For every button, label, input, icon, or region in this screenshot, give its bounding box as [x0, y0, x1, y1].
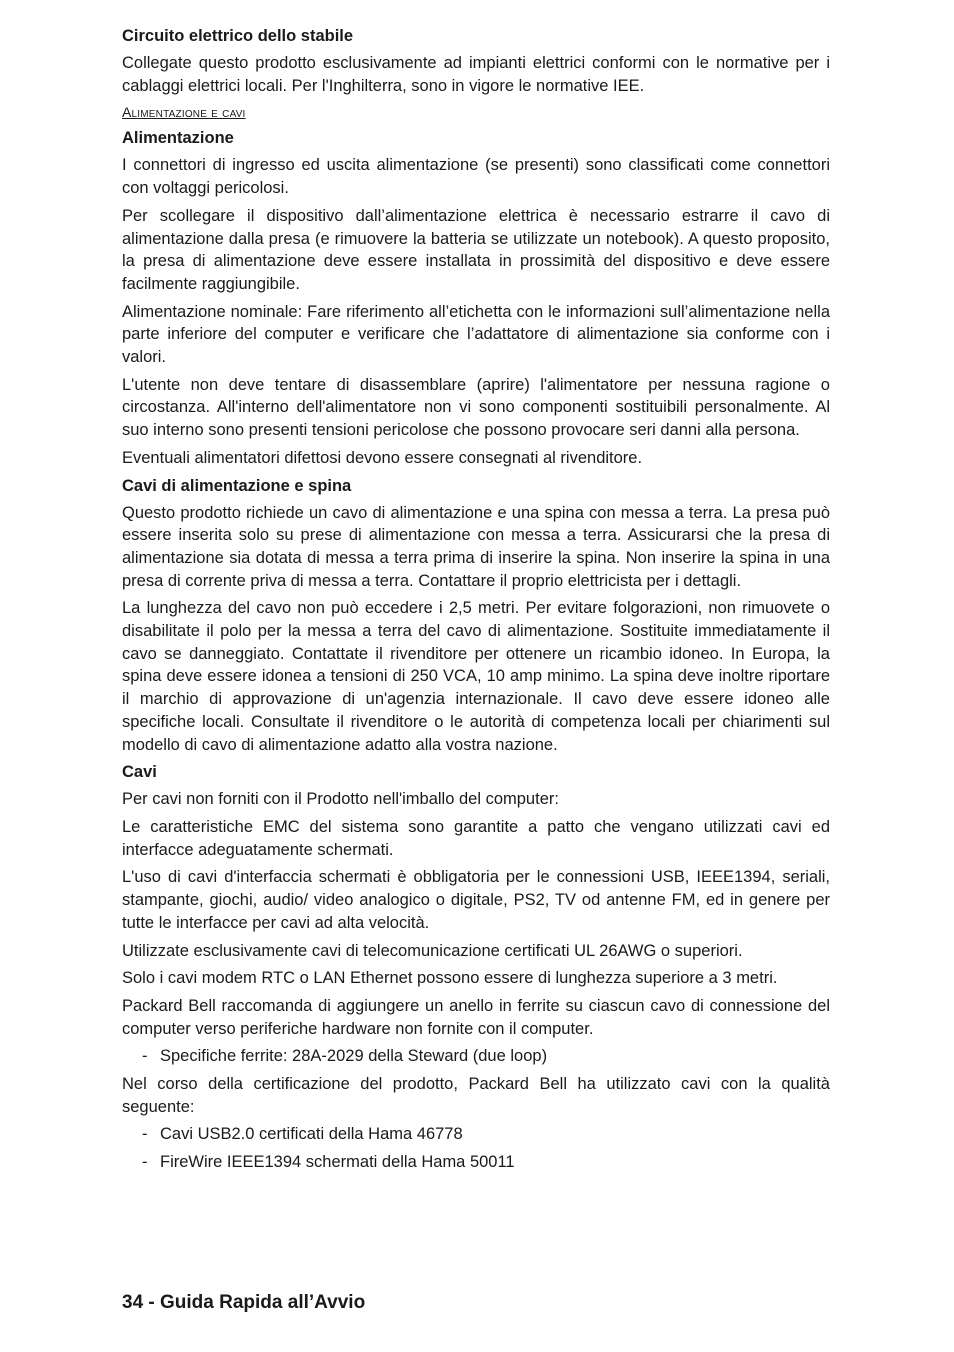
- power-heading: Alimentazione: [122, 129, 234, 148]
- power-paragraph-5: Eventuali alimentatori difettosi devono essere consegnati al rivenditore.: [122, 448, 643, 467]
- document-page: [122, 25, 830, 1179]
- cables-paragraph-5: Solo i cavi modem RTC o LAN Ethernet possono essere di lunghezza superiore a 3 metri.: [122, 969, 778, 988]
- cords-paragraph-2: La lunghezza del cavo non può eccedere i 2,5 metri. Per evitare folgorazioni, non rimuovete o disabilitate il polo per la messa a terra del cavo di alimentazione. Sostituite immediatamente il cavo se danneggiato. Contattate il rivenditore per ottenere un ricambio idoneo. In Europa, la spina deve essere idonea a tensioni di 250 VCA, 10 amp minimo. La spina deve inoltre riportare il marchio di approvazione di un'agenzia internazionale. Il cavo deve essere idoneo alle specifiche locali. Consultate il rivenditore o le autorità di competenza locali per chiarimenti sul modello di cavo di alimentazione adatto alla vostra nazione.: [122, 599, 830, 754]
- power-paragraph-3: Alimentazione nominale: Fare riferimento all’etichetta con le informazioni sull’alimentazione nella parte inferiore del computer e verificare che l’adattatore di alimentazione sia conforme con i valori.: [122, 302, 830, 367]
- cords-paragraph-1: Questo prodotto richiede un cavo di alimentazione e una spina con messa a terra. La presa può essere inserita solo su prese di alimentazione con messa a terra. Assicurarsi che la presa di alimentazione sia dotata di messa a terra prima di inserire la spina. Non inserire la spina in una presa di corrente priva di messa a terra. Contattare il proprio elettricista per i dettagli.: [122, 503, 830, 590]
- circuit-paragraph: Collegate questo prodotto esclusivamente ad impianti elettrici conformi con le normative per i cablaggi elettrici locali. Per l'Inghilterra, sono in vigore le normative IEE.: [122, 54, 830, 95]
- list-item-firewire: [122, 1151, 830, 1174]
- bullet-dash: -: [142, 1153, 148, 1172]
- cables-heading: Cavi: [122, 763, 157, 782]
- section-title-power-cables: Alimentazione e cavi: [122, 104, 246, 121]
- list-item-text: Specifiche ferrite: 28A-2029 della Steward (due loop): [160, 1047, 548, 1066]
- power-paragraph-1: I connettori di ingresso ed uscita alimentazione (se presenti) sono classificati come connettori con voltaggi pericolosi.: [122, 156, 830, 198]
- cables-paragraph-6: Packard Bell raccomanda di aggiungere un anello in ferrite su ciascun cavo di connessione del computer verso periferiche hardware non fornite con il computer.: [122, 996, 830, 1038]
- page-footer: 34 - Guida Rapida all’Avvio: [122, 1292, 366, 1313]
- list-item-text: FireWire IEEE1394 schermati della Hama 50011: [160, 1153, 515, 1172]
- circuit-heading: Circuito elettrico dello stabile: [122, 27, 354, 45]
- list-item-text: Cavi USB2.0 certificati della Hama 46778: [160, 1125, 463, 1144]
- list-item-usb: [122, 1123, 830, 1146]
- cables-paragraph-2: Le caratteristiche EMC del sistema sono garantite a patto che vengano utilizzati cavi ed interfacce adeguatamente schermati.: [122, 817, 830, 859]
- cables-paragraph-1: Per cavi non forniti con il Prodotto nell'imballo del computer:: [122, 790, 559, 809]
- list-item-ferrite: [122, 1045, 830, 1068]
- cables-paragraph-4: Utilizzate esclusivamente cavi di telecomunicazione certificati UL 26AWG o superiori.: [122, 941, 743, 960]
- bullet-dash: -: [142, 1047, 148, 1066]
- power-paragraph-4: L'utente non deve tentare di disassemblare (aprire) l'alimentatore per nessuna ragione o circostanza. All'interno dell'alimentatore non vi sono componenti sostituibili personalmente. Al suo interno sono presenti tensioni pericolose che possono provocare seri danni alla persona.: [122, 375, 830, 440]
- bullet-dash: -: [142, 1125, 148, 1144]
- cords-heading: Cavi di alimentazione e spina: [122, 476, 352, 495]
- power-paragraph-2: Per scollegare il dispositivo dall’alimentazione elettrica è necessario estrarre il cavo di alimentazione dalla presa (e rimuovere la batteria se utilizzate un notebook). A questo proposito, la presa di alimentazione deve essere installata in prossimità del dispositivo e deve essere facilmente raggiungibile.: [122, 206, 830, 293]
- cables-paragraph-3: L'uso di cavi d'interfaccia schermati è obbligatoria per le connessioni USB, IEEE1394, seriali, stampante, giochi, audio/ video analogico o digitale, PS2, TV od antenne FM, ed in genere per tutte le interfacce per cavi ad alta velocità.: [122, 868, 830, 932]
- cables-paragraph-7: Nel corso della certificazione del prodotto, Packard Bell ha utilizzato cavi con la qualità seguente:: [122, 1075, 830, 1116]
